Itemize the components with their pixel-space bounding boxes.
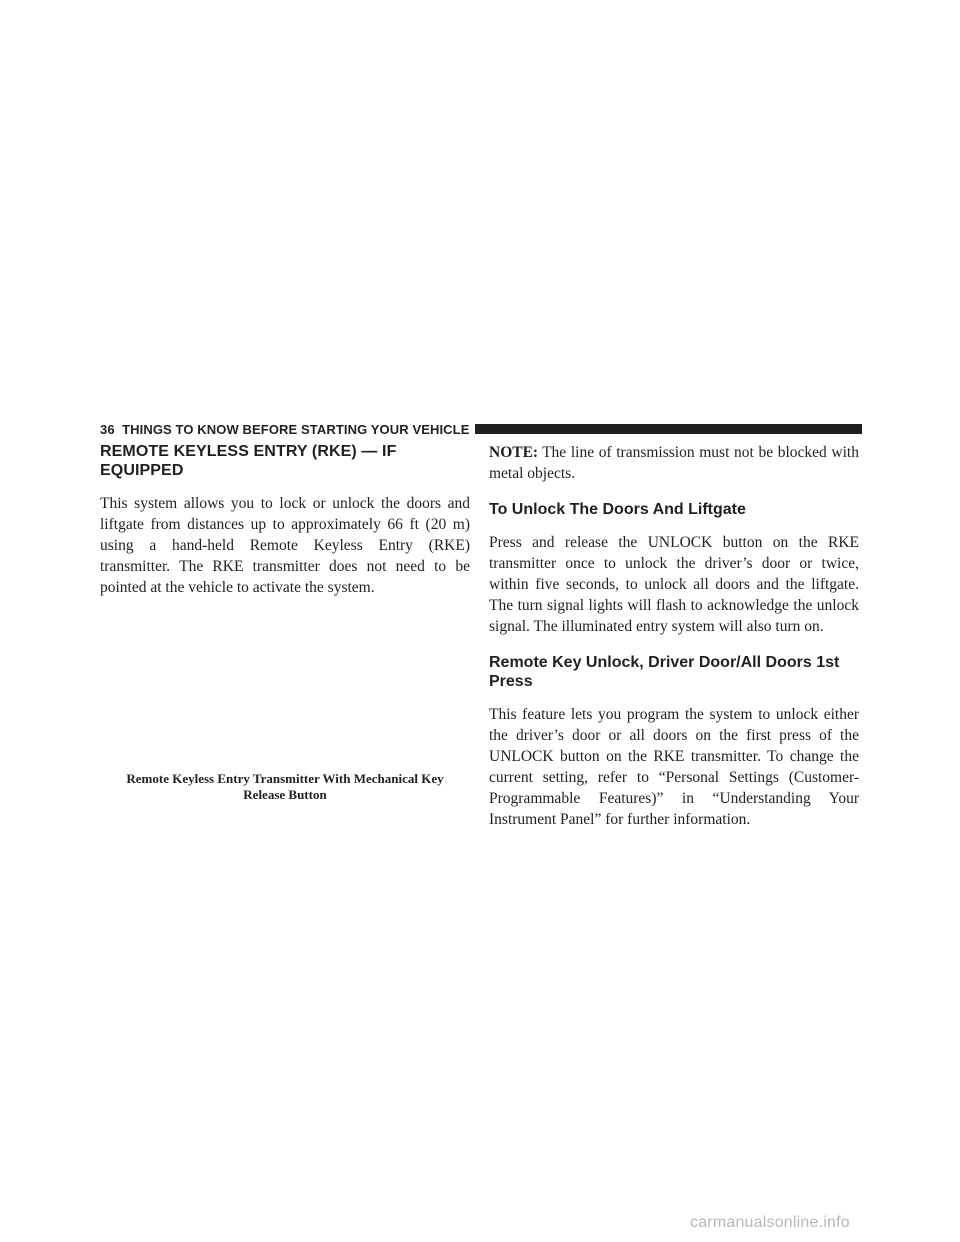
remote-unlock-heading [489, 653, 859, 691]
page-header-text [100, 422, 469, 437]
header-rule [475, 424, 862, 434]
caption-line2: Release Button [243, 787, 327, 802]
page-number: 36 [100, 421, 115, 437]
remote-title-line1: Remote Key Unlock, Driver Door/All Doors 1st [489, 654, 840, 671]
note-paragraph [489, 442, 859, 484]
remote-unlock-paragraph: This feature lets you program the system to unlock either the driver’s door or all doors on the first press of the UNLOCK button on the RKE transmitter. To change the current setting, refer to “Personal Settings (Customer-Programmable Features)” in “Understanding Your Instrument Panel” for further information. [489, 706, 859, 828]
chapter-title: THINGS TO KNOW BEFORE STARTING YOUR VEHICLE [122, 421, 470, 437]
section-title-line2: EQUIPPED [100, 462, 184, 479]
rke-intro-paragraph: This system allows you to lock or unlock the doors and liftgate from distances up to approximately 66 ft (20 m) using a hand-held Remote Keyless Entry (RKE) transmitter. The RKE transmitter does not need to be pointed at the vehicle to activate the system. [100, 495, 470, 596]
section-title [100, 442, 470, 480]
left-column [100, 442, 470, 810]
note-label: NOTE: [489, 444, 539, 461]
note-text: The line of transmission must not be blocked with metal objects. [489, 444, 859, 482]
right-column [489, 442, 859, 830]
page-header [100, 418, 862, 440]
watermark: carmanualsonline.info [690, 1214, 850, 1231]
unlock-paragraph: Press and release the UNLOCK button on the RKE transmitter once to unlock the driver’s door or twice, within five seconds, to unlock all doors and the liftgate. The turn signal lights will flash to acknowledge the unlock signal. The illuminated entry system will also turn on. [489, 534, 859, 635]
unlock-heading: To Unlock The Doors And Liftgate [489, 501, 746, 518]
section-title-line1: REMOTE KEYLESS ENTRY (RKE) — IF [100, 443, 397, 460]
figure-caption [100, 771, 470, 803]
caption-line1: Remote Keyless Entry Transmitter With Mechanical Key [126, 771, 444, 786]
remote-title-line2: Press [489, 673, 533, 690]
